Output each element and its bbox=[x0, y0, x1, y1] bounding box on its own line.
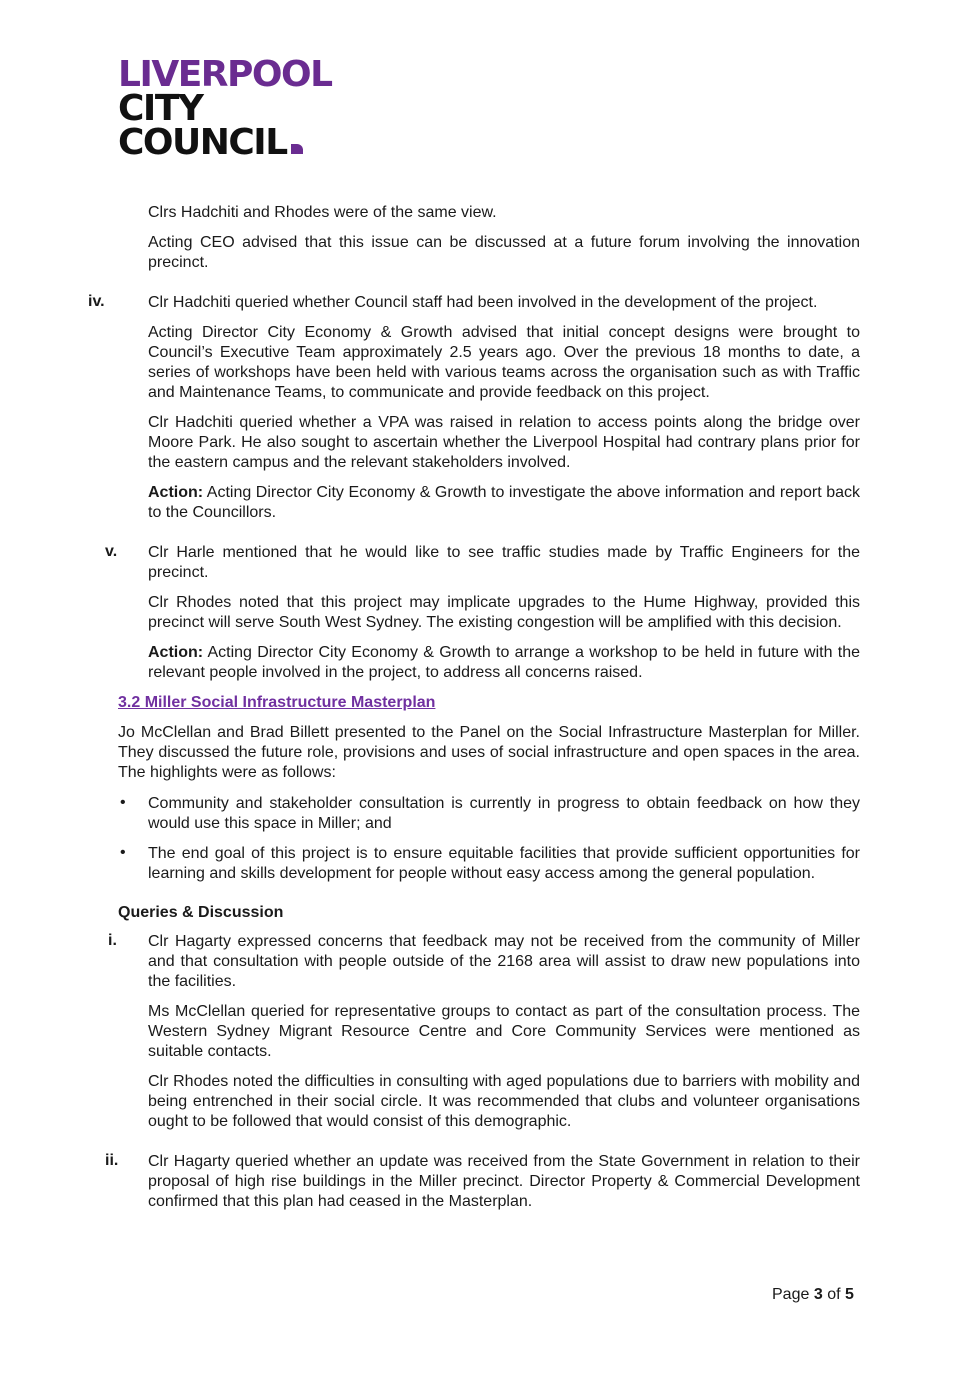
paragraph: Community and stakeholder consultation is currently in progress to obtain feedback on how they would use this space in Miller; and bbox=[148, 795, 860, 832]
paragraph: Clr Rhodes noted the difficulties in consulting with aged populations due to barriers with mobility and being entrenched in their social circle. It was recommended that clubs and volunteer organisations ought to be followed that would consist of this demographic. bbox=[148, 1073, 860, 1130]
logo-mark-icon bbox=[291, 144, 303, 154]
paragraph: Ms McClellan queried for representative groups to contact as part of the consultation process. The Western Sydney Migrant Resource Centre and Core Community Services were mentioned as suitable contacts. bbox=[148, 1003, 860, 1060]
of-word: of bbox=[827, 1286, 841, 1303]
page-number: 3 bbox=[813, 1286, 823, 1303]
document-body bbox=[88, 203, 860, 1212]
page-total: 5 bbox=[844, 1286, 854, 1303]
logo-line-council bbox=[118, 122, 332, 163]
list-number: iv. bbox=[88, 293, 105, 310]
list-number: i. bbox=[108, 932, 117, 949]
paragraph: Clrs Hadchiti and Rhodes were of the same view. bbox=[148, 204, 497, 221]
section-link[interactable]: 3.2 Miller Social Infrastructure Masterplan bbox=[118, 694, 436, 711]
paragraph: The end goal of this project is to ensure equitable facilities that provide sufficient opportunities for learning and skills development for people without easy access among the general population. bbox=[148, 845, 860, 882]
paragraph: Clr Harle mentioned that he would like to see traffic studies made by Traffic Engineers for the precinct. bbox=[148, 544, 860, 581]
bullet-icon: • bbox=[120, 844, 126, 861]
list-number: v. bbox=[105, 543, 118, 560]
action-paragraph bbox=[148, 643, 860, 683]
paragraph: Acting CEO advised that this issue can be discussed at a future forum involving the innovation precinct. bbox=[148, 234, 860, 271]
section-heading[interactable] bbox=[118, 693, 860, 713]
logo-line-liverpool: LIVERPOOL bbox=[118, 54, 332, 95]
logo-line-city: CITY bbox=[118, 88, 203, 129]
action-label: Action: bbox=[148, 644, 204, 661]
action-label: Action: bbox=[148, 484, 204, 501]
action-text: Acting Director City Economy & Growth to arrange a workshop to be held in future with the relevant people involved in the project, to address all concerns raised. bbox=[148, 644, 860, 681]
paragraph: Jo McClellan and Brad Billett presented to the Panel on the Social Infrastructure Masterplan for Miller. They discussed the future role, provisions and uses of social infrastructure and open spaces in the area. The highlights were as follows: bbox=[118, 724, 860, 781]
logo-council-text: COUNCIL bbox=[118, 122, 287, 163]
paragraph: Acting Director City Economy & Growth advised that initial concept designs were brought to Council’s Executive Team approximately 2.5 years ago. Over the previous 18 months to date, a series of workshops have been held with various teams across the organisation such as with Traffic and Maintenance Teams, to communicate and provide feedback on this project. bbox=[148, 324, 860, 401]
paragraph: Clr Hagarty queried whether an update was received from the State Government in relation to their proposal of high rise buildings in the Miller precinct. Director Property & Commercial Development confirmed that this plan had ceased in the Masterplan. bbox=[148, 1153, 860, 1210]
page-word: Page bbox=[772, 1286, 810, 1303]
action-text: Acting Director City Economy & Growth to investigate the above information and report back to the Councillors. bbox=[148, 484, 860, 521]
list-item-i bbox=[108, 932, 860, 1132]
list-number: ii. bbox=[105, 1152, 119, 1169]
action-paragraph bbox=[148, 483, 860, 523]
queries-heading: Queries & Discussion bbox=[118, 904, 284, 921]
paragraph: Clr Hagarty expressed concerns that feedback may not be received from the community of Miller and that consultation with people outside of the 2168 area will assist to draw new populations into the facilities. bbox=[148, 933, 860, 990]
page-footer bbox=[772, 1286, 854, 1304]
list-item-iv bbox=[88, 293, 860, 523]
bullet-icon: • bbox=[120, 794, 126, 811]
bullet-item bbox=[120, 844, 860, 884]
paragraph: Clr Hadchiti queried whether a VPA was raised in relation to access points along the bridge over Moore Park. He also sought to ascertain whether the Liverpool Hospital had contrary plans prior for the eastern campus and the relevant stakeholders involved. bbox=[148, 414, 860, 471]
paragraph: Clr Hadchiti queried whether Council staff had been involved in the development of the project. bbox=[148, 294, 818, 311]
list-item-ii bbox=[105, 1152, 860, 1212]
list-item-v bbox=[105, 543, 860, 683]
paragraph: Clr Rhodes noted that this project may implicate upgrades to the Hume Highway, provided this precinct will serve South West Sydney. The existing congestion will be amplified with this decision. bbox=[148, 594, 860, 631]
council-logo bbox=[118, 54, 332, 163]
bullet-item bbox=[120, 794, 860, 834]
